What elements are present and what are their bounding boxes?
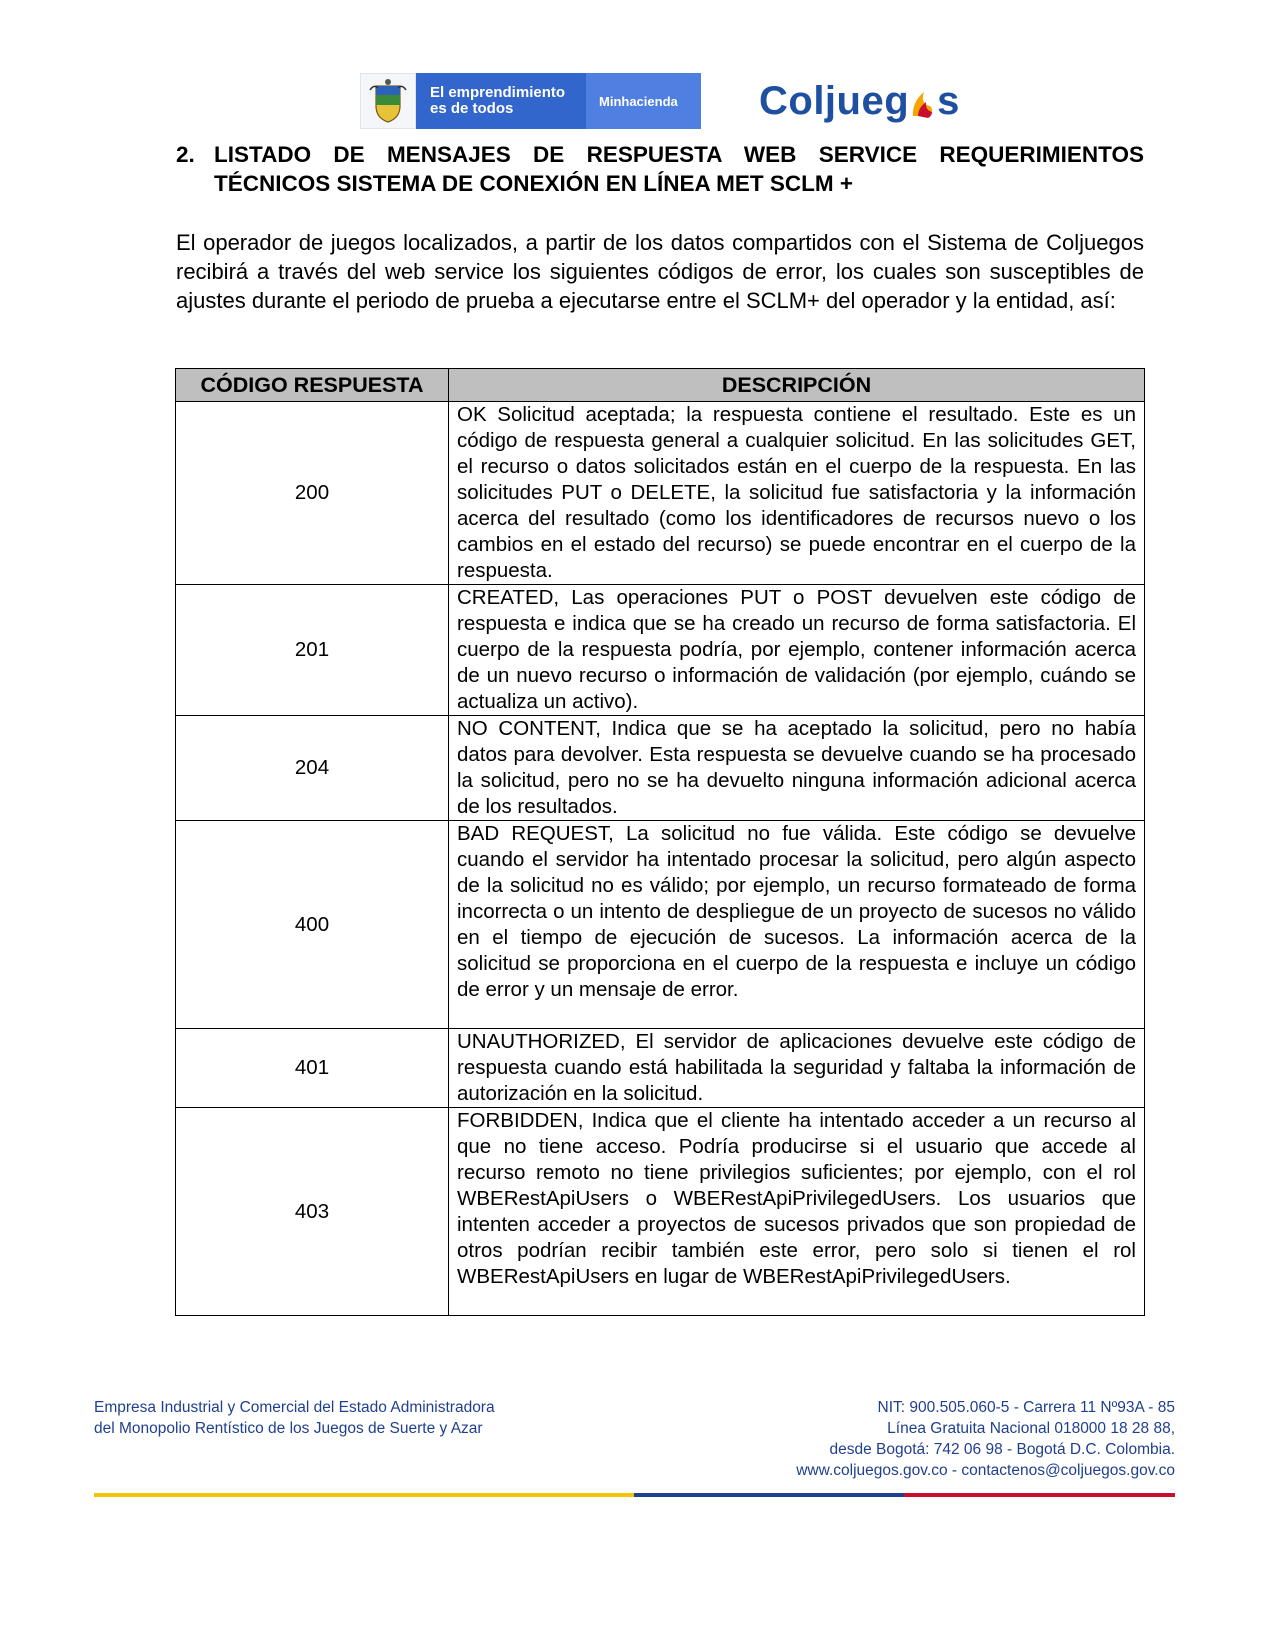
table-row	[176, 716, 1145, 821]
footer-bar-blue	[634, 1493, 904, 1497]
gov-slogan-line2: es de todos	[430, 100, 514, 117]
section-heading	[176, 140, 1144, 198]
table-row	[176, 821, 1145, 1029]
table-row	[176, 402, 1145, 585]
gov-slogan-line1: El emprendimiento	[430, 84, 566, 101]
response-code: 201	[176, 585, 449, 716]
response-description: NO CONTENT, Indica que se ha aceptado la solicitud, pero no había datos para devolver. Esta respuesta se devuelve cuando se ha procesado la solicitud, pero no se ha devuelto ninguna información adicional acerca de los resultados.	[449, 716, 1145, 821]
response-code: 401	[176, 1029, 449, 1108]
footer-bar-red	[904, 1493, 1175, 1497]
intro-paragraph: El operador de juegos localizados, a partir de los datos compartidos con el Sistema de Coljuegos recibirá a través del web service los siguientes códigos de error, los cuales son susceptibles de ajustes durante el periodo de prueba a ejecutarse entre el SCLM+ del operador y la entidad, así:	[176, 230, 1144, 313]
coljuegos-logo	[759, 79, 960, 124]
response-code: 400	[176, 821, 449, 1029]
table-row	[176, 585, 1145, 716]
flame-icon	[910, 85, 936, 117]
column-header-code: CÓDIGO RESPUESTA	[176, 369, 449, 402]
page-header	[360, 73, 960, 129]
response-codes-table	[175, 368, 1145, 1316]
brand-text-end: s	[937, 78, 960, 123]
footer-contact-line: www.coljuegos.gov.co - contactenos@coljuegos.gov.co	[796, 1462, 1175, 1479]
response-description: FORBIDDEN, Indica que el cliente ha intentado acceder a un recurso al que no tiene acceso. Podría producirse si el usuario que accede al recurso remoto no tiene privilegios suficientes; por ejemplo, con el rol WBERestApiUsers o WBERestApiPrivilegedUsers. Los usuarios que intenten acceder a proyectos de sucesos privados que son propiedad de otros podrían recibir también este error, pero solo si tienen el rol WBERestApiUsers en lugar de WBERestApiPrivilegedUsers.	[449, 1108, 1145, 1316]
footer-entity	[94, 1397, 495, 1439]
ministry-label: Minhacienda	[586, 73, 701, 129]
response-description: BAD REQUEST, La solicitud no fue válida. Este código se devuelve cuando el servidor ha intentado procesar la solicitud, pero algún aspecto de la solicitud no es válido; por ejemplo, un recurso formateado de forma incorrecta o un intento de despliegue de un proyecto de sucesos no válido en el tiempo de ejecución de sucesos. La información acerca de la solicitud se proporciona en el cuerpo de la respuesta e incluye un código de error y un mensaje de error.	[449, 821, 1145, 1029]
footer-entity-line: Empresa Industrial y Comercial del Estado Administradora	[94, 1399, 495, 1416]
footer-entity-line: del Monopolio Rentístico de los Juegos de Suerte y Azar	[94, 1420, 483, 1437]
government-banner	[360, 73, 701, 129]
footer-contact-line: desde Bogotá: 742 06 98 - Bogotá D.C. Colombia.	[829, 1441, 1175, 1458]
footer-bar-yellow	[94, 1493, 634, 1497]
column-header-description: DESCRIPCIÓN	[449, 369, 1145, 402]
table-header-row	[176, 369, 1145, 402]
colombia-crest-icon	[360, 73, 416, 129]
footer-contact-line: NIT: 900.505.060-5 - Carrera 11 Nº93A - 85	[877, 1399, 1175, 1416]
table-row	[176, 1108, 1145, 1316]
response-code: 204	[176, 716, 449, 821]
response-code: 403	[176, 1108, 449, 1316]
section-title-line1: LISTADO DE MENSAJES DE RESPUESTA WEB SERVICE REQUERIMIENTOS	[214, 142, 1144, 167]
response-description: UNAUTHORIZED, El servidor de aplicaciones devuelve este código de respuesta cuando está habilitada la seguridad y faltaba la información de autorización en la solicitud.	[449, 1029, 1145, 1108]
response-code: 200	[176, 402, 449, 585]
response-description: OK Solicitud aceptada; la respuesta contiene el resultado. Este es un código de respuesta general a cualquier solicitud. En las solicitudes GET, el recurso o datos solicitados están en el cuerpo de la respuesta. En las solicitudes PUT o DELETE, la solicitud fue satisfactoria y la información acerca del resultado (como los identificadores de recursos nuevo o los cambios en el estado del recurso) se puede encontrar en el cuerpo de la respuesta.	[449, 402, 1145, 585]
response-description: CREATED, Las operaciones PUT o POST devuelven este código de respuesta e indica que se ha creado un recurso de forma satisfactoria. El cuerpo de la respuesta podría, por ejemplo, contener información acerca de un nuevo recurso o información de validación (por ejemplo, cuándo se actualiza un activo).	[449, 585, 1145, 716]
section-title-line2: TÉCNICOS SISTEMA DE CONEXIÓN EN LÍNEA MET SCLM +	[214, 171, 854, 196]
footer-contact	[796, 1397, 1175, 1481]
footer-contact-line: Línea Gratuita Nacional 018000 18 28 88,	[887, 1420, 1175, 1437]
footer-color-bar	[94, 1493, 1175, 1497]
table-row	[176, 1029, 1145, 1108]
gov-slogan	[416, 73, 586, 129]
brand-text-start: Coljueg	[759, 78, 910, 123]
section-number: 2.	[176, 142, 195, 167]
